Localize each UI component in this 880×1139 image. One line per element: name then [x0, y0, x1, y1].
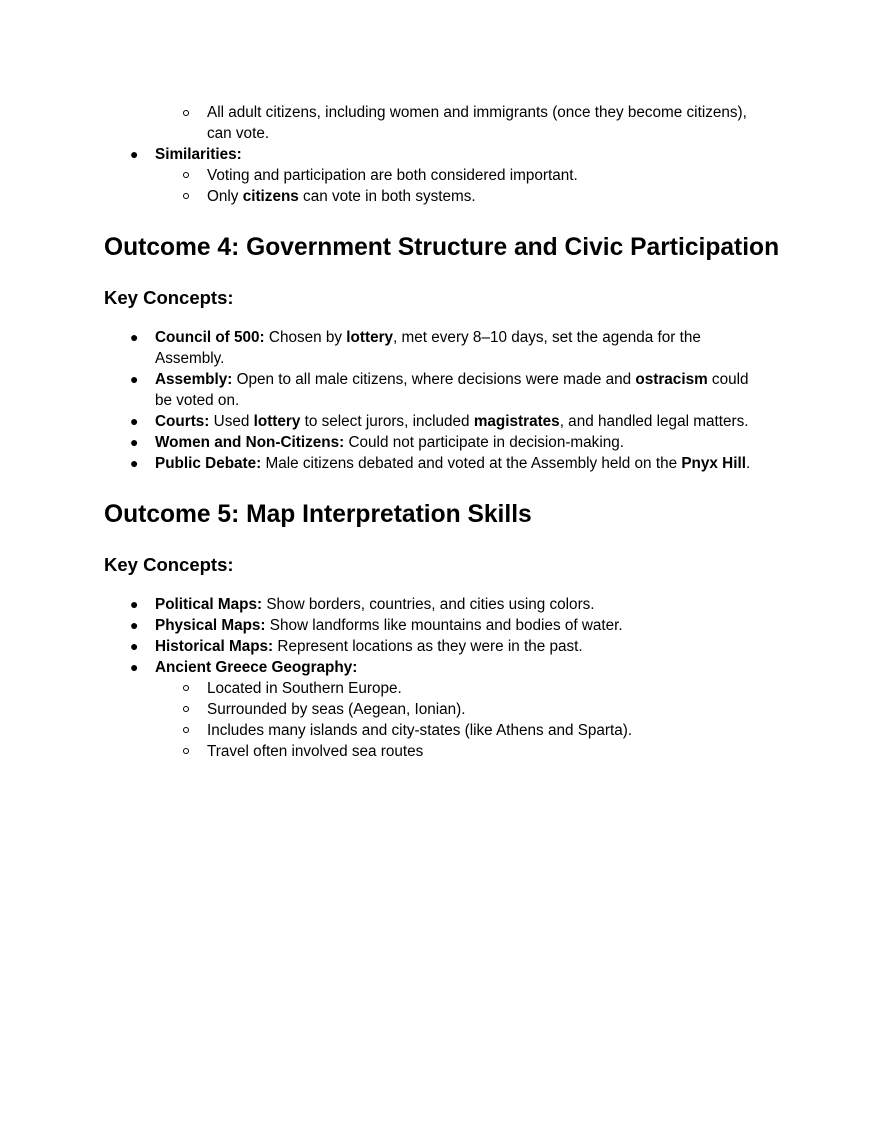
assembly-item-cont: be voted on.: [155, 392, 240, 409]
geo-item: Surrounded by seas (Aegean, Ionian).: [207, 701, 466, 718]
hollow-bullet-icon: [183, 706, 189, 712]
hollow-bullet-icon: [183, 172, 189, 178]
list-item-text-cont: can vote.: [207, 125, 270, 142]
list-item-text: All adult citizens, including women and immigrants (once they become citizens),: [207, 104, 747, 121]
bullet-icon: ●: [130, 638, 139, 654]
bullet-icon: ●: [130, 596, 139, 612]
historical-maps-item: Historical Maps: Represent locations as they were in the past.: [155, 638, 583, 655]
bullet-icon: ●: [130, 617, 139, 633]
similarities-label: Similarities:: [155, 146, 242, 163]
bullet-icon: ●: [130, 413, 139, 429]
women-item: Women and Non-Citizens: Could not participate in decision-making.: [155, 434, 624, 451]
list-item-text: Voting and participation are both considered important.: [207, 167, 578, 184]
outcome-4-heading: Outcome 4: Government Structure and Civic Participation: [104, 234, 780, 261]
hollow-bullet-icon: [183, 685, 189, 691]
geo-item: Includes many islands and city-states (like Athens and Sparta).: [207, 722, 633, 739]
list-item-text: Only citizens can vote in both systems.: [207, 188, 476, 205]
political-maps-item: Political Maps: Show borders, countries, and cities using colors.: [155, 596, 595, 613]
bullet-icon: ●: [130, 329, 139, 345]
bullet-icon: ●: [130, 659, 139, 675]
physical-maps-item: Physical Maps: Show landforms like mountains and bodies of water.: [155, 617, 623, 634]
bullet-icon: ●: [130, 455, 139, 471]
hollow-bullet-icon: [183, 727, 189, 733]
bullet-icon: ●: [130, 146, 139, 162]
hollow-bullet-icon: [183, 748, 189, 754]
hollow-bullet-icon: [183, 110, 189, 116]
debate-item: Public Debate: Male citizens debated and voted at the Assembly held on the Pnyx Hill.: [155, 455, 751, 472]
key-concepts-heading: Key Concepts:: [104, 287, 234, 308]
geography-label: Ancient Greece Geography:: [155, 659, 358, 676]
hollow-bullet-icon: [183, 193, 189, 199]
outcome-5-heading: Outcome 5: Map Interpretation Skills: [104, 501, 532, 528]
courts-item: Courts: Used lottery to select jurors, included magistrates, and handled legal matters.: [155, 413, 749, 430]
council-item-cont: Assembly.: [155, 350, 225, 367]
key-concepts-heading: Key Concepts:: [104, 554, 234, 575]
council-item: Council of 500: Chosen by lottery, met every 8–10 days, set the agenda for the: [155, 329, 701, 346]
bullet-icon: ●: [130, 434, 139, 450]
geo-item: Located in Southern Europe.: [207, 680, 402, 697]
assembly-item: Assembly: Open to all male citizens, where decisions were made and ostracism could: [155, 371, 749, 388]
geo-item: Travel often involved sea routes: [207, 743, 424, 760]
bullet-icon: ●: [130, 371, 139, 387]
